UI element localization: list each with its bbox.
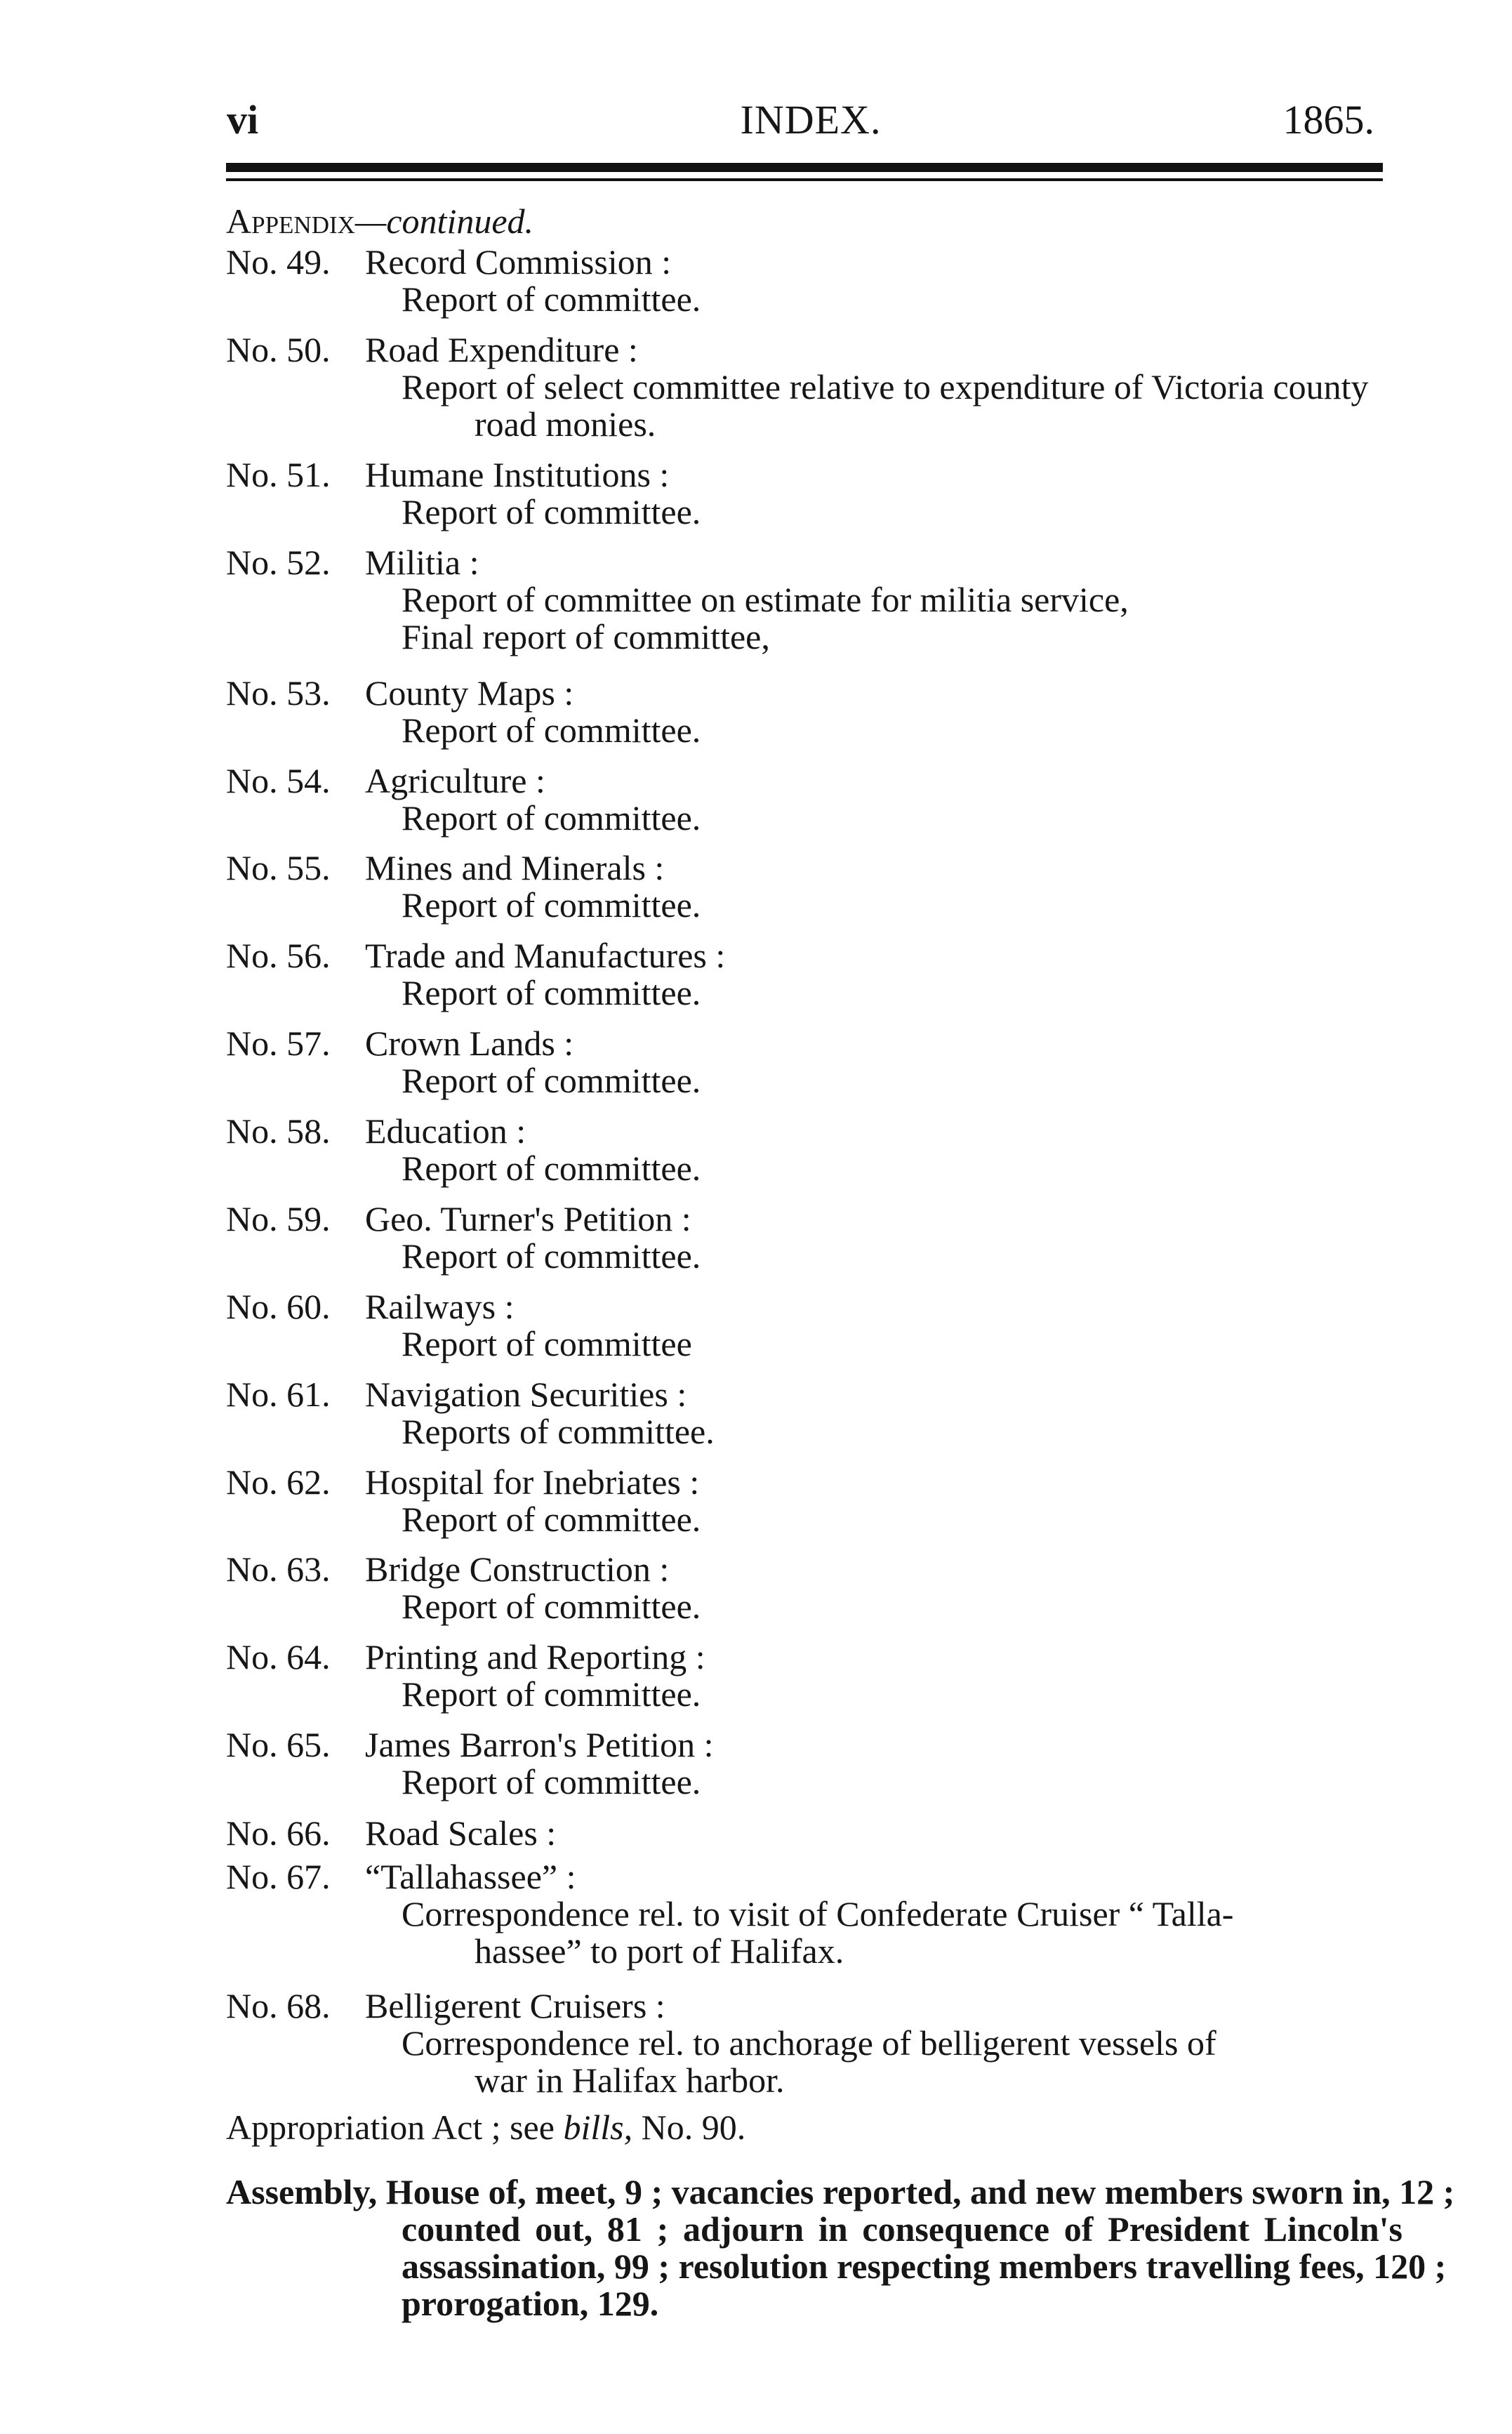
entry-subline: Report of committee.	[402, 710, 701, 750]
entry-number: No. 49.	[226, 242, 331, 282]
entry-number: No. 57.	[226, 1024, 331, 1063]
entry-title: Road Expenditure :	[365, 330, 638, 369]
appendix-continued: —continued.	[354, 201, 534, 241]
entry-number: No. 58.	[226, 1111, 331, 1151]
entry-title: Navigation Securities :	[365, 1375, 687, 1414]
assembly-line-1: Assembly, House of, meet, 9 ; vacancies reported, and new members sworn in, 12 ;	[226, 2172, 1455, 2211]
entry-subline: Report of committee.	[402, 279, 701, 319]
year: 1865.	[1282, 97, 1374, 143]
entry-subline: hassee” to port of Halifax.	[475, 1931, 844, 1971]
entry-subline: Report of committee.	[402, 492, 701, 531]
entry-title: Belligerent Cruisers :	[365, 1986, 665, 2025]
entry-number: No. 64.	[226, 1637, 331, 1676]
entry-subline: war in Halifax harbor.	[475, 2061, 785, 2100]
entry-number: No. 52.	[226, 543, 331, 582]
entry-title: “Tallahassee” :	[365, 1857, 576, 1896]
entry-title: Agriculture :	[365, 761, 545, 800]
entry-title: Bridge Construction :	[365, 1549, 670, 1589]
appendix-heading	[226, 201, 534, 241]
page-number: vi	[227, 97, 259, 143]
entry-subline: Report of committee	[402, 1324, 692, 1363]
assembly-line-2: counted out, 81 ; adjourn in consequence of President Lincoln's	[402, 2209, 1402, 2249]
entry-subline: Report of committee on estimate for militia service,	[402, 580, 1129, 619]
appropriation-entry	[226, 2110, 745, 2145]
entry-title: Mines and Minerals :	[365, 848, 665, 887]
entry-number: No. 63.	[226, 1549, 331, 1589]
entry-number: No. 51.	[226, 455, 331, 494]
entry-subline: Report of committee.	[402, 1587, 701, 1626]
entry-subline: Report of committee.	[402, 1149, 701, 1188]
entry-subline: Report of committee.	[402, 1674, 701, 1714]
entry-title: County Maps :	[365, 673, 574, 713]
entry-number: No. 54.	[226, 761, 331, 800]
entry-subline: Report of committee.	[402, 1762, 701, 1801]
entry-title: Humane Institutions :	[365, 455, 670, 494]
appropriation-rest: No. 90.	[632, 2108, 746, 2147]
entry-title: Militia :	[365, 543, 479, 582]
entry-subline: Report of committee.	[402, 1500, 701, 1539]
entry-number: No. 56.	[226, 936, 331, 975]
entry-title: Education :	[365, 1111, 526, 1151]
header-rule-thin	[226, 178, 1383, 181]
entry-subline: Report of committee.	[402, 1236, 701, 1276]
entry-subline: Report of committee.	[402, 798, 701, 838]
entry-subline: Report of committee.	[402, 885, 701, 925]
entry-number: No. 66.	[226, 1813, 331, 1853]
entry-title: Crown Lands :	[365, 1024, 574, 1063]
entry-title: Road Scales :	[365, 1813, 557, 1853]
header-rule-thick	[226, 163, 1383, 172]
entry-subline: Correspondence rel. to anchorage of belligerent vessels of	[402, 2023, 1216, 2063]
entry-number: No. 59.	[226, 1199, 331, 1238]
page-title: INDEX.	[740, 97, 882, 143]
entry-title: James Barron's Petition :	[365, 1725, 714, 1764]
entry-subline: Report of committee.	[402, 1061, 701, 1100]
entry-subline: Final report of committee,	[402, 617, 770, 656]
appropriation-text: Appropriation Act ; see	[226, 2108, 564, 2147]
entry-number: No. 61.	[226, 1375, 331, 1414]
entry-number: No. 50.	[226, 330, 331, 369]
entry-number: No. 62.	[226, 1462, 331, 1502]
appendix-label: Appendix	[226, 201, 355, 241]
entry-subline: Report of committee.	[402, 973, 701, 1012]
entry-subline: road monies.	[475, 404, 656, 444]
entry-title: Geo. Turner's Petition :	[365, 1199, 691, 1238]
entry-number: No. 67.	[226, 1857, 331, 1896]
entry-title: Railways :	[365, 1287, 515, 1326]
entry-title: Hospital for Inebriates :	[365, 1462, 700, 1502]
entry-title: Record Commission :	[365, 242, 672, 282]
assembly-line-4: prorogation, 129.	[402, 2284, 659, 2323]
assembly-line-3: assassination, 99 ; resolution respecting members travelling fees, 120 ;	[402, 2247, 1447, 2286]
entry-subline: Correspondence rel. to visit of Confederate Cruiser “ Talla-	[402, 1894, 1234, 1933]
entry-title: Trade and Manufactures :	[365, 936, 726, 975]
entry-title: Printing and Reporting :	[365, 1637, 705, 1676]
entry-number: No. 60.	[226, 1287, 331, 1326]
appropriation-bills: bills,	[563, 2108, 633, 2147]
entry-number: No. 65.	[226, 1725, 331, 1764]
entry-number: No. 53.	[226, 673, 331, 713]
entry-subline: Reports of committee.	[402, 1412, 715, 1451]
entry-number: No. 55.	[226, 848, 331, 887]
entry-number: No. 68.	[226, 1986, 331, 2025]
entry-subline: Report of select committee relative to expenditure of Victoria county	[402, 367, 1369, 406]
